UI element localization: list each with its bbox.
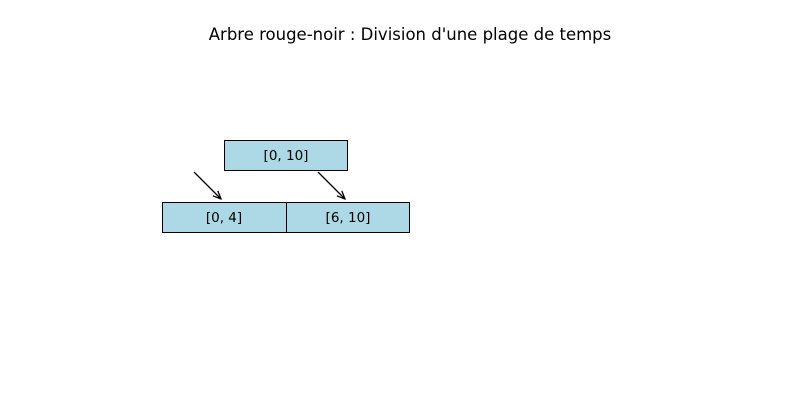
node-root bbox=[225, 141, 348, 171]
edge-to-right-child bbox=[318, 172, 345, 199]
node-right-child bbox=[287, 203, 410, 233]
node-left-child bbox=[163, 203, 287, 233]
diagram-title: Arbre rouge-noir : Division d'une plage de temps bbox=[208, 25, 612, 44]
edge-to-left-child bbox=[194, 172, 221, 199]
node-left-label: [0, 4] bbox=[205, 210, 243, 226]
node-root-label: [0, 10] bbox=[263, 148, 309, 164]
node-right-label: [6, 10] bbox=[325, 210, 371, 226]
